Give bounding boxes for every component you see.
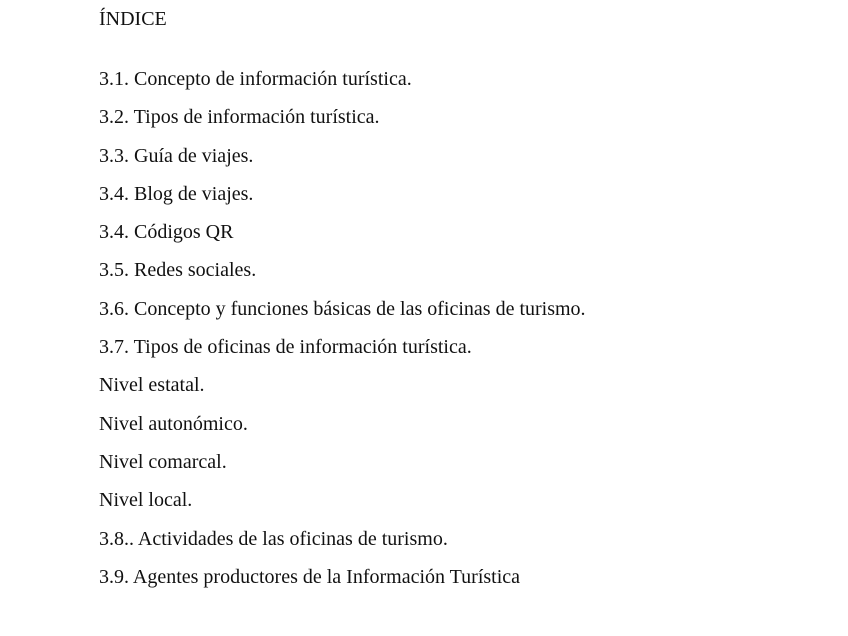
toc-entry: 3.6. Concepto y funciones básicas de las oficinas de turismo.: [99, 297, 586, 320]
toc-entry: 3.5. Redes sociales.: [99, 259, 257, 282]
table-of-contents: [99, 67, 586, 603]
toc-entry: 3.1. Concepto de información turística.: [99, 68, 412, 90]
toc-entry: 3.4. Blog de viajes.: [99, 182, 254, 205]
toc-entry: Nivel estatal.: [99, 374, 205, 397]
toc-entry: Nivel comarcal.: [99, 450, 227, 473]
toc-entry: Nivel local.: [99, 489, 193, 512]
toc-entry: 3.9. Agentes productores de la Información Turística: [99, 565, 521, 588]
index-title: ÍNDICE: [99, 8, 167, 30]
toc-entry: 3.8.. Actividades de las oficinas de turismo.: [99, 527, 448, 550]
toc-entry: 3.7. Tipos de oficinas de información turística.: [99, 336, 472, 359]
toc-entry: 3.2. Tipos de información turística.: [99, 106, 380, 129]
toc-entry: 3.3. Guía de viajes.: [99, 144, 254, 167]
toc-entry: Nivel autonómico.: [99, 412, 248, 435]
toc-entry: 3.4. Códigos QR: [99, 221, 234, 244]
